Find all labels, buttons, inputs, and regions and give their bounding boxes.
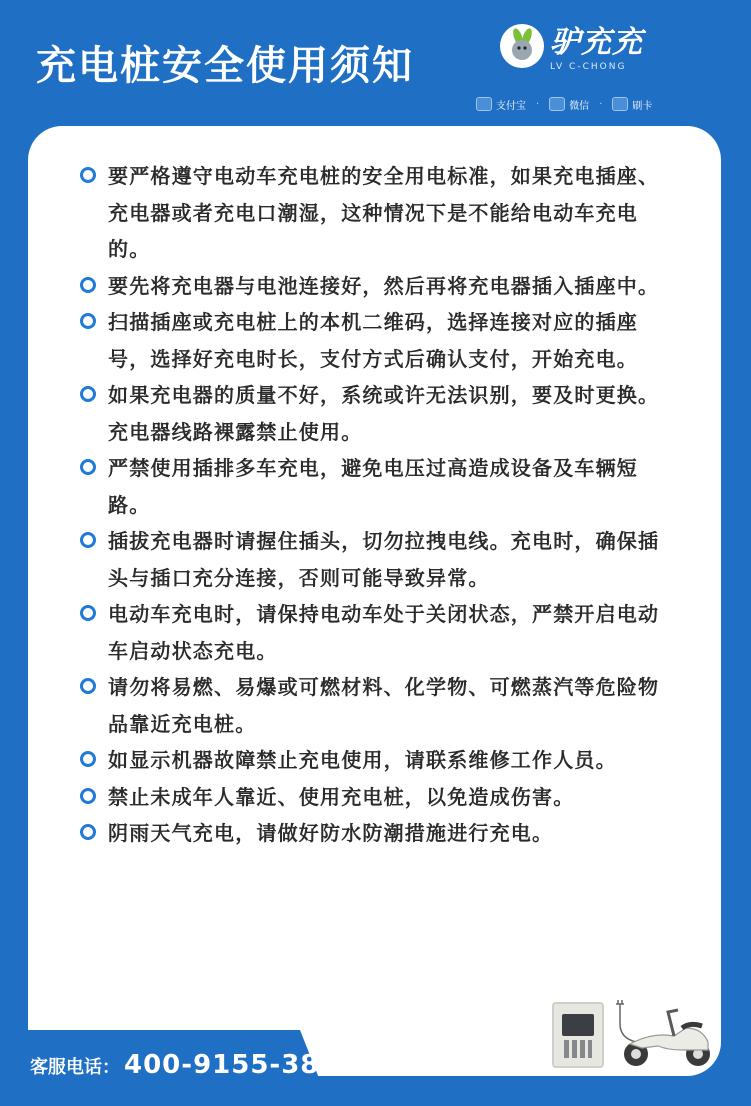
notice-list — [80, 158, 680, 852]
note-text: 严禁使用插排多车充电，避免电压过高造成设备及车辆短路。 — [108, 456, 638, 517]
note-text: 插拔充电器时请握住插头，切勿拉拽电线。充电时，确保插头与插口充分连接，否则可能导致异常。 — [108, 529, 660, 590]
circle-bullet-icon — [80, 824, 96, 840]
payment-methods — [476, 92, 716, 116]
circle-bullet-icon — [80, 459, 96, 475]
hotline — [30, 1050, 339, 1080]
list-item — [80, 742, 680, 779]
note-text: 电动车充电时，请保持电动车处于关闭状态，严禁开启电动车启动状态充电。 — [108, 602, 660, 663]
scooter-illustration — [612, 998, 716, 1070]
circle-bullet-icon — [80, 313, 96, 329]
charging-pile-illustration — [552, 1002, 604, 1068]
list-item — [80, 304, 680, 377]
hotline-number[interactable]: 400-9155-388 — [124, 1050, 339, 1080]
list-item — [80, 523, 680, 596]
device-keypad — [564, 1040, 592, 1058]
wechat-icon — [549, 97, 565, 111]
payment-label: 微信 — [569, 100, 590, 112]
list-item — [80, 815, 680, 852]
donkey-logo-icon — [500, 24, 544, 68]
note-text: 请勿将易燃、易爆或可燃材料、化学物、可燃蒸汽等危险物品靠近充电桩。 — [108, 675, 660, 736]
note-text: 如果充电器的质量不好，系统或许无法识别，要及时更换。充电器线路裸露禁止使用。 — [108, 383, 660, 444]
circle-bullet-icon — [80, 167, 96, 183]
card-icon — [612, 97, 628, 111]
note-text: 要先将充电器与电池连接好，然后再将充电器插入插座中。 — [108, 273, 660, 298]
payment-wechat — [549, 97, 589, 112]
list-item — [80, 450, 680, 523]
circle-bullet-icon — [80, 788, 96, 804]
circle-bullet-icon — [80, 277, 96, 293]
note-text: 阴雨天气充电，请做好防水防潮措施进行充电。 — [108, 821, 554, 845]
circle-bullet-icon — [80, 751, 96, 767]
payment-label: 支付宝 — [496, 100, 526, 112]
device-screen — [562, 1014, 594, 1036]
note-text: 要严格遵守电动车充电桩的安全用电标准，如果充电插座、充电器或者充电口潮湿，这种情况下是不能给电动车充电的。 — [108, 164, 660, 261]
note-text: 扫描插座或充电桩上的本机二维码，选择连接对应的插座号，选择好充电时长，支付方式后确认支付，开始充电。 — [108, 310, 638, 371]
payment-card — [612, 97, 652, 112]
separator-dot: · — [536, 98, 540, 110]
hotline-label: 客服电话： — [30, 1057, 120, 1078]
list-item — [80, 268, 680, 305]
circle-bullet-icon — [80, 532, 96, 548]
list-item — [80, 596, 680, 669]
list-item — [80, 158, 680, 268]
note-text: 如显示机器故障禁止充电使用，请联系维修工作人员。 — [108, 748, 617, 772]
separator-dot: · — [599, 98, 603, 110]
brand-subtitle: LV C-CHONG — [550, 62, 627, 72]
page-title: 充电桩安全使用须知 — [36, 43, 414, 89]
circle-bullet-icon — [80, 678, 96, 694]
list-item — [80, 669, 680, 742]
note-text: 禁止未成年人靠近、使用充电桩，以免造成伤害。 — [108, 784, 575, 809]
list-item — [80, 377, 680, 450]
brand-name: 驴充充 — [550, 25, 643, 60]
payment-alipay — [476, 97, 526, 112]
payment-label: 刷卡 — [632, 100, 653, 112]
circle-bullet-icon — [80, 386, 96, 402]
circle-bullet-icon — [80, 605, 96, 621]
brand-logo — [500, 24, 720, 84]
list-item — [80, 779, 680, 816]
alipay-icon — [476, 97, 492, 111]
